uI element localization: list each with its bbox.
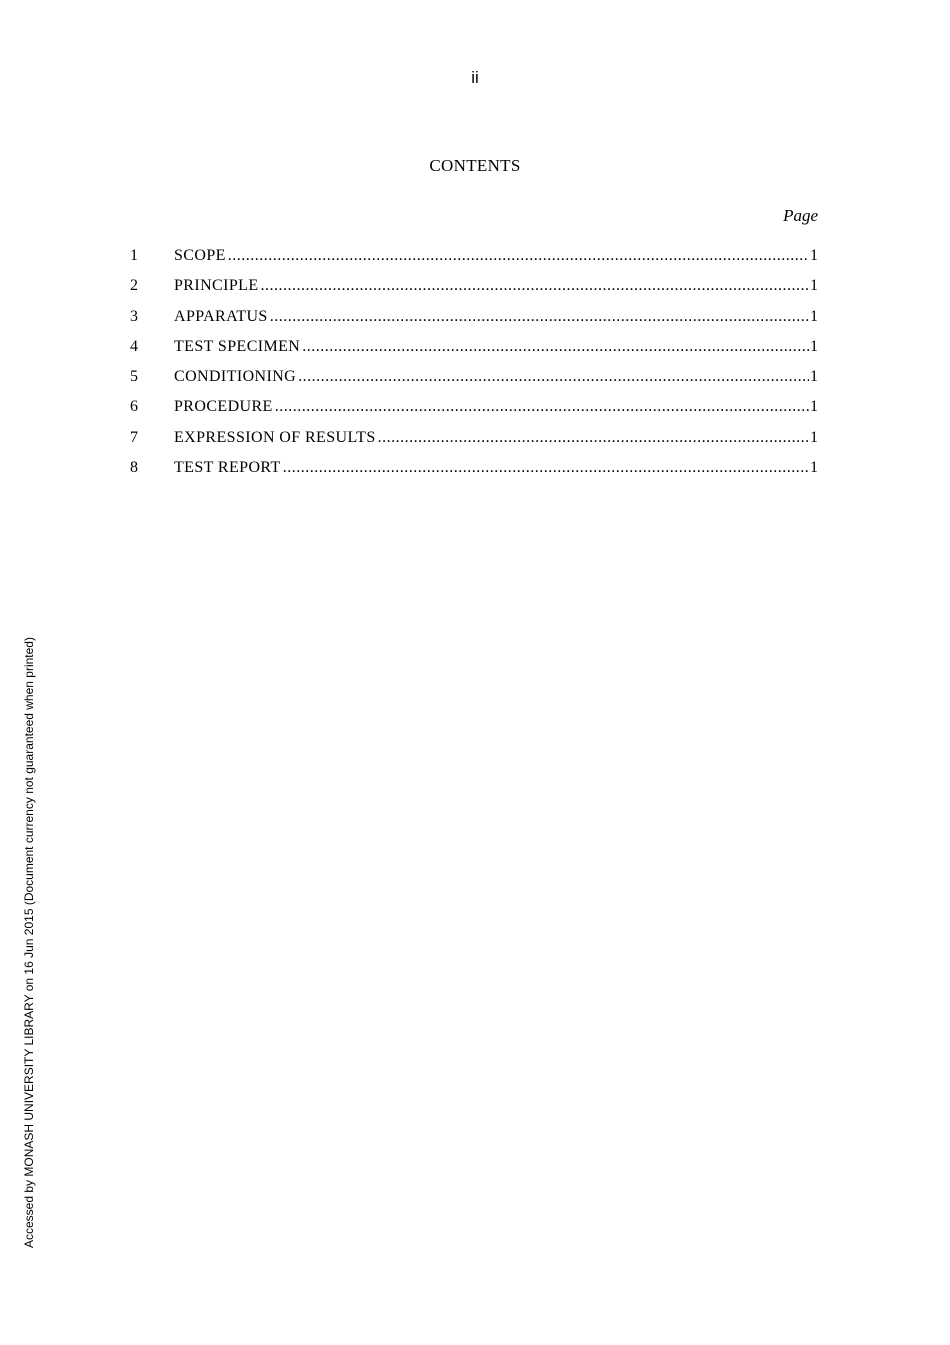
toc-entry-number: 1 bbox=[130, 247, 138, 264]
toc-entry-expression-of-results[interactable] bbox=[130, 428, 818, 458]
toc-entry-number: 5 bbox=[130, 368, 138, 386]
toc-entry-title: PRINCIPLE bbox=[174, 277, 259, 295]
page-number: ii bbox=[471, 68, 479, 87]
toc-dot-leader bbox=[302, 337, 809, 357]
toc-entry-procedure[interactable] bbox=[130, 397, 818, 427]
toc-entry-title: CONDITIONING bbox=[174, 368, 297, 386]
toc-dot-leader bbox=[275, 397, 809, 417]
toc-entry-title: TEST SPECIMEN bbox=[174, 337, 301, 355]
toc-entry-number: 6 bbox=[130, 398, 138, 416]
toc-entry-number: 4 bbox=[130, 337, 138, 355]
toc-entry-page: 1 bbox=[810, 398, 818, 416]
toc-dot-leader bbox=[261, 276, 810, 296]
toc-dot-leader bbox=[270, 307, 809, 327]
toc-entry-test-report[interactable] bbox=[130, 458, 818, 488]
toc-entry-page: 1 bbox=[810, 247, 818, 264]
toc-dot-leader bbox=[283, 458, 809, 478]
toc-entry-test-specimen[interactable] bbox=[130, 337, 818, 367]
toc-entry-number: 2 bbox=[130, 277, 138, 295]
toc-entry-title: TEST REPORT bbox=[174, 459, 281, 477]
toc-entry-page: 1 bbox=[810, 459, 818, 477]
toc-dot-leader bbox=[228, 246, 809, 266]
toc-entry-page: 1 bbox=[810, 307, 818, 325]
toc-entry-page: 1 bbox=[810, 337, 818, 355]
toc-entry-conditioning[interactable] bbox=[130, 367, 818, 397]
page-column-label: Page bbox=[783, 206, 818, 225]
toc-dot-leader bbox=[378, 428, 809, 448]
toc-entry-number: 3 bbox=[130, 307, 138, 325]
toc-entry-number: 8 bbox=[130, 459, 138, 477]
toc-entry-page: 1 bbox=[810, 277, 818, 295]
toc-entry-title: PROCEDURE bbox=[174, 398, 273, 416]
access-watermark-note: Accessed by MONASH UNIVERSITY LIBRARY on 16 Jun 2015 (Document currency not guaranteed when printed) bbox=[22, 637, 36, 1248]
toc-entry-principle[interactable] bbox=[130, 276, 818, 306]
toc-entry-page: 1 bbox=[810, 368, 818, 386]
toc-entry-number: 7 bbox=[130, 428, 138, 446]
toc-dot-leader bbox=[298, 367, 809, 387]
toc-entry-page: 1 bbox=[810, 428, 818, 446]
toc-entry-title: APPARATUS bbox=[174, 307, 268, 325]
toc-entry-apparatus[interactable] bbox=[130, 307, 818, 337]
toc-entry-scope[interactable] bbox=[130, 246, 818, 276]
toc-entry-title: SCOPE bbox=[174, 247, 226, 264]
toc-entry-title: EXPRESSION OF RESULTS bbox=[174, 428, 376, 446]
table-of-contents bbox=[130, 246, 818, 488]
contents-title: CONTENTS bbox=[429, 156, 521, 175]
